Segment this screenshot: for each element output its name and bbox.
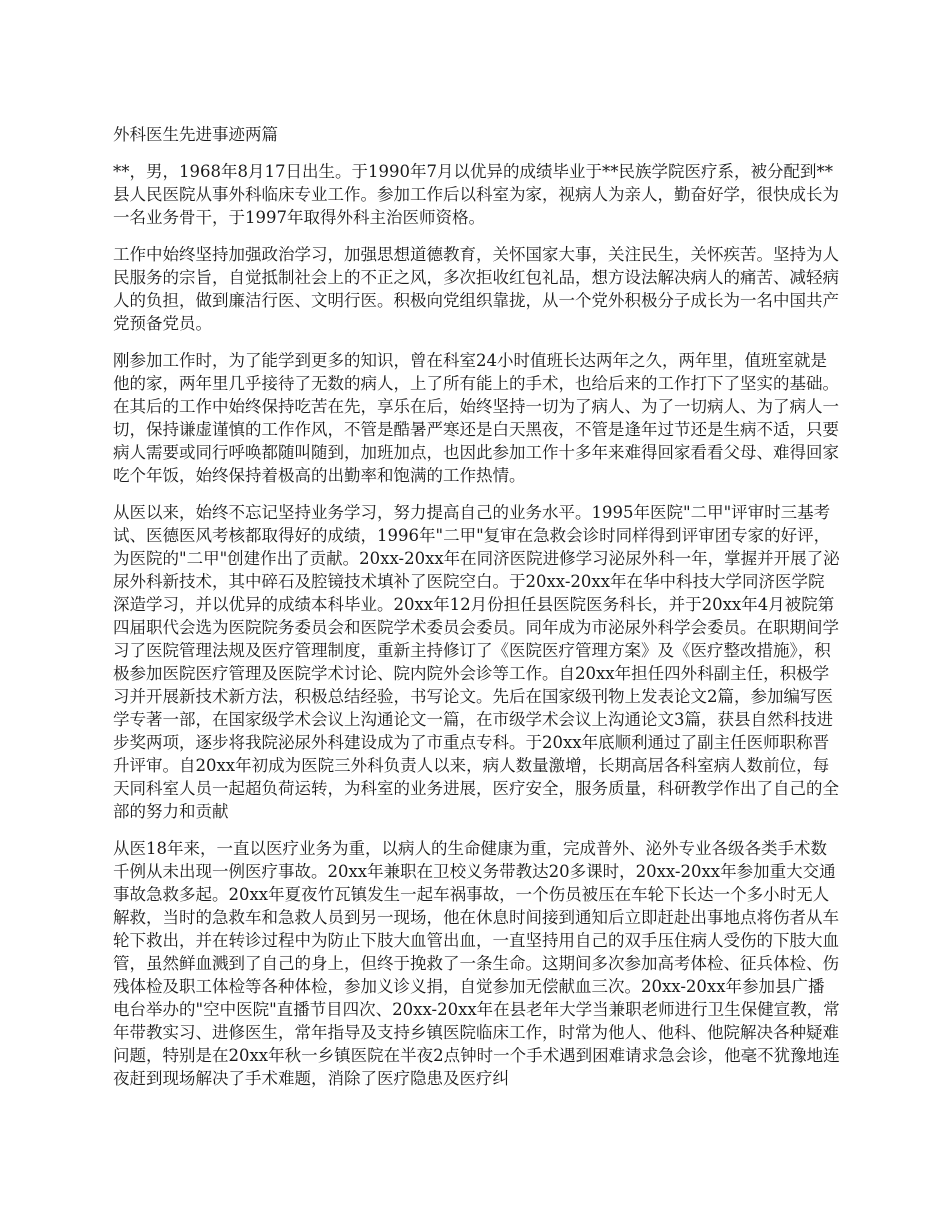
document-page <box>113 123 840 1104</box>
paragraph-early-work: 刚参加工作时，为了能学到更多的知识，曾在科室24小时值班长达两年之久，两年里，值班室就是他的家，两年里几乎接待了无数的病人，上了所有能上的手术，也给后来的工作打下了坚实的基础。在其后的工作中始终保持吃苦在先，享乐在后，始终坚持一切为了病人、为了一切病人、为了病人一切，保持谦虚谨慎的工作作风，不管是酷暑严寒还是白天黑夜，不管是逢年过节还是生病不适，只要病人需要或同行呼唤都随叫随到，加班加点，也因此参加工作十多年来难得回家看看父母、难得回家吃个年饭，始终保持着极高的出勤率和饱满的工作热情。 <box>113 351 839 485</box>
paragraph-study: 从医以来，始终不忘记坚持业务学习，努力提高自己的业务水平。1995年医院"二甲"评审时三基考试、医德医风考核都取得好的成绩，1996年"二甲"复审在急救会诊时同样得到评审团专家的好评，为医院的"二甲"创建作出了贡献。20xx-20xx年在同济医院进修学习泌尿外科一年，掌握并开展了泌尿外科新技术，其中碎石及腔镜技术填补了医院空白。于20xx-20xx年在华中科技大学同济医学院深造学习，并以优异的成绩本科毕业。20xx年12月份担任县医院医务科长，并于20xx年4月被院第四届职代会选为医院院务委员会和医院学术委员会委员。同年成为市泌尿外科学会委员。在职期间学习了医院管理法规及医疗管理制度，重新主持修订了《医院医疗管理方案》及《医疗整改措施》，积极参加医院医疗管理及医院学术讨论、院内院外会诊等工作。自20xx年担任四外科副主任，积极学习并开展新技术新方法，积极总结经验，书写论文。先后在国家级刊物上发表论文2篇，参加编写医学专著一部，在国家级学术会议上沟通论文一篇，在市级学术会议上沟通论文3篇，获县自然科技进步奖两项，逐步将我院泌尿外科建设成为了市重点专科。于20xx年底顺利通过了副主任医师职称晋升评审。自20xx年初成为医院三外科负责人以来，病人数量激增，长期高居各科室病人数前位，每天同科室人员一起超负荷运转，为科室的业务进展，医疗安全，服务质量，科研教学作出了自己的全部的努力和贡献 <box>113 503 840 821</box>
paragraph-18-years: 从医18年来，一直以医疗业务为重，以病人的生命健康为重，完成普外、泌外专业各级各类手术数千例从未出现一例医疗事故。20xx年兼职在卫校义务带教达20多课时，20xx-20xx年参加重大交通事故急救多起。20xx年夏夜竹瓦镇发生一起车祸事故，一个伤员被压在车轮下长达一个多小时无人解救，当时的急救车和急救人员到另一现场，他在休息时间接到通知后立即赶赴出事地点将伤者从车轮下救出，并在转诊过程中为防止下肢大血管出血，一直坚持用自己的双手压住病人受伤的下肢大血管，虽然鲜血溅到了自己的身上，但终于挽救了一条生命。这期间多次参加高考体检、征兵体检、伤残体检及职工体检等各种体检，参加义诊义捐，自觉参加无偿献血三次。20xx-20xx年参加县广播电台举办的"空中医院"直播节目四次、20xx-20xx年在县老年大学当兼职老师进行卫生保健宣教，常年带教实习、进修医生，常年指导及支持乡镇医院临床工作，时常为他人、他科、他院解决各种疑难问题，特别是在20xx年秋一乡镇医院在半夜2点钟时一个手术遇到困难请求急会诊，他毫不犹豫地连夜赶到现场解决了手术难题，消除了医疗隐患及医疗纠 <box>113 839 840 1088</box>
document-title: 外科医生先进事迹两篇 <box>113 125 278 144</box>
paragraph-intro: **，男，1968年8月17日出生。于1990年7月以优异的成绩毕业于**民族学院医疗系，被分配到**县人民医院从事外科临床专业工作。参加工作后以科室为家，视病人为亲人，勤奋好学，很快成长为一名业务骨干，于1997年取得外科主治医师资格。 <box>113 162 839 227</box>
paragraph-political: 工作中始终坚持加强政治学习，加强思想道德教育，关怀国家大事，关注民生，关怀疾苦。坚持为人民服务的宗旨，自觉抵制社会上的不正之风，多次拒收红包礼品，想方设法解决病人的痛苦、减轻病人的负担，做到廉洁行医、文明行医。积极向党组织靠拢，从一个党外积极分子成长为一名中国共产党预备党员。 <box>113 245 839 333</box>
